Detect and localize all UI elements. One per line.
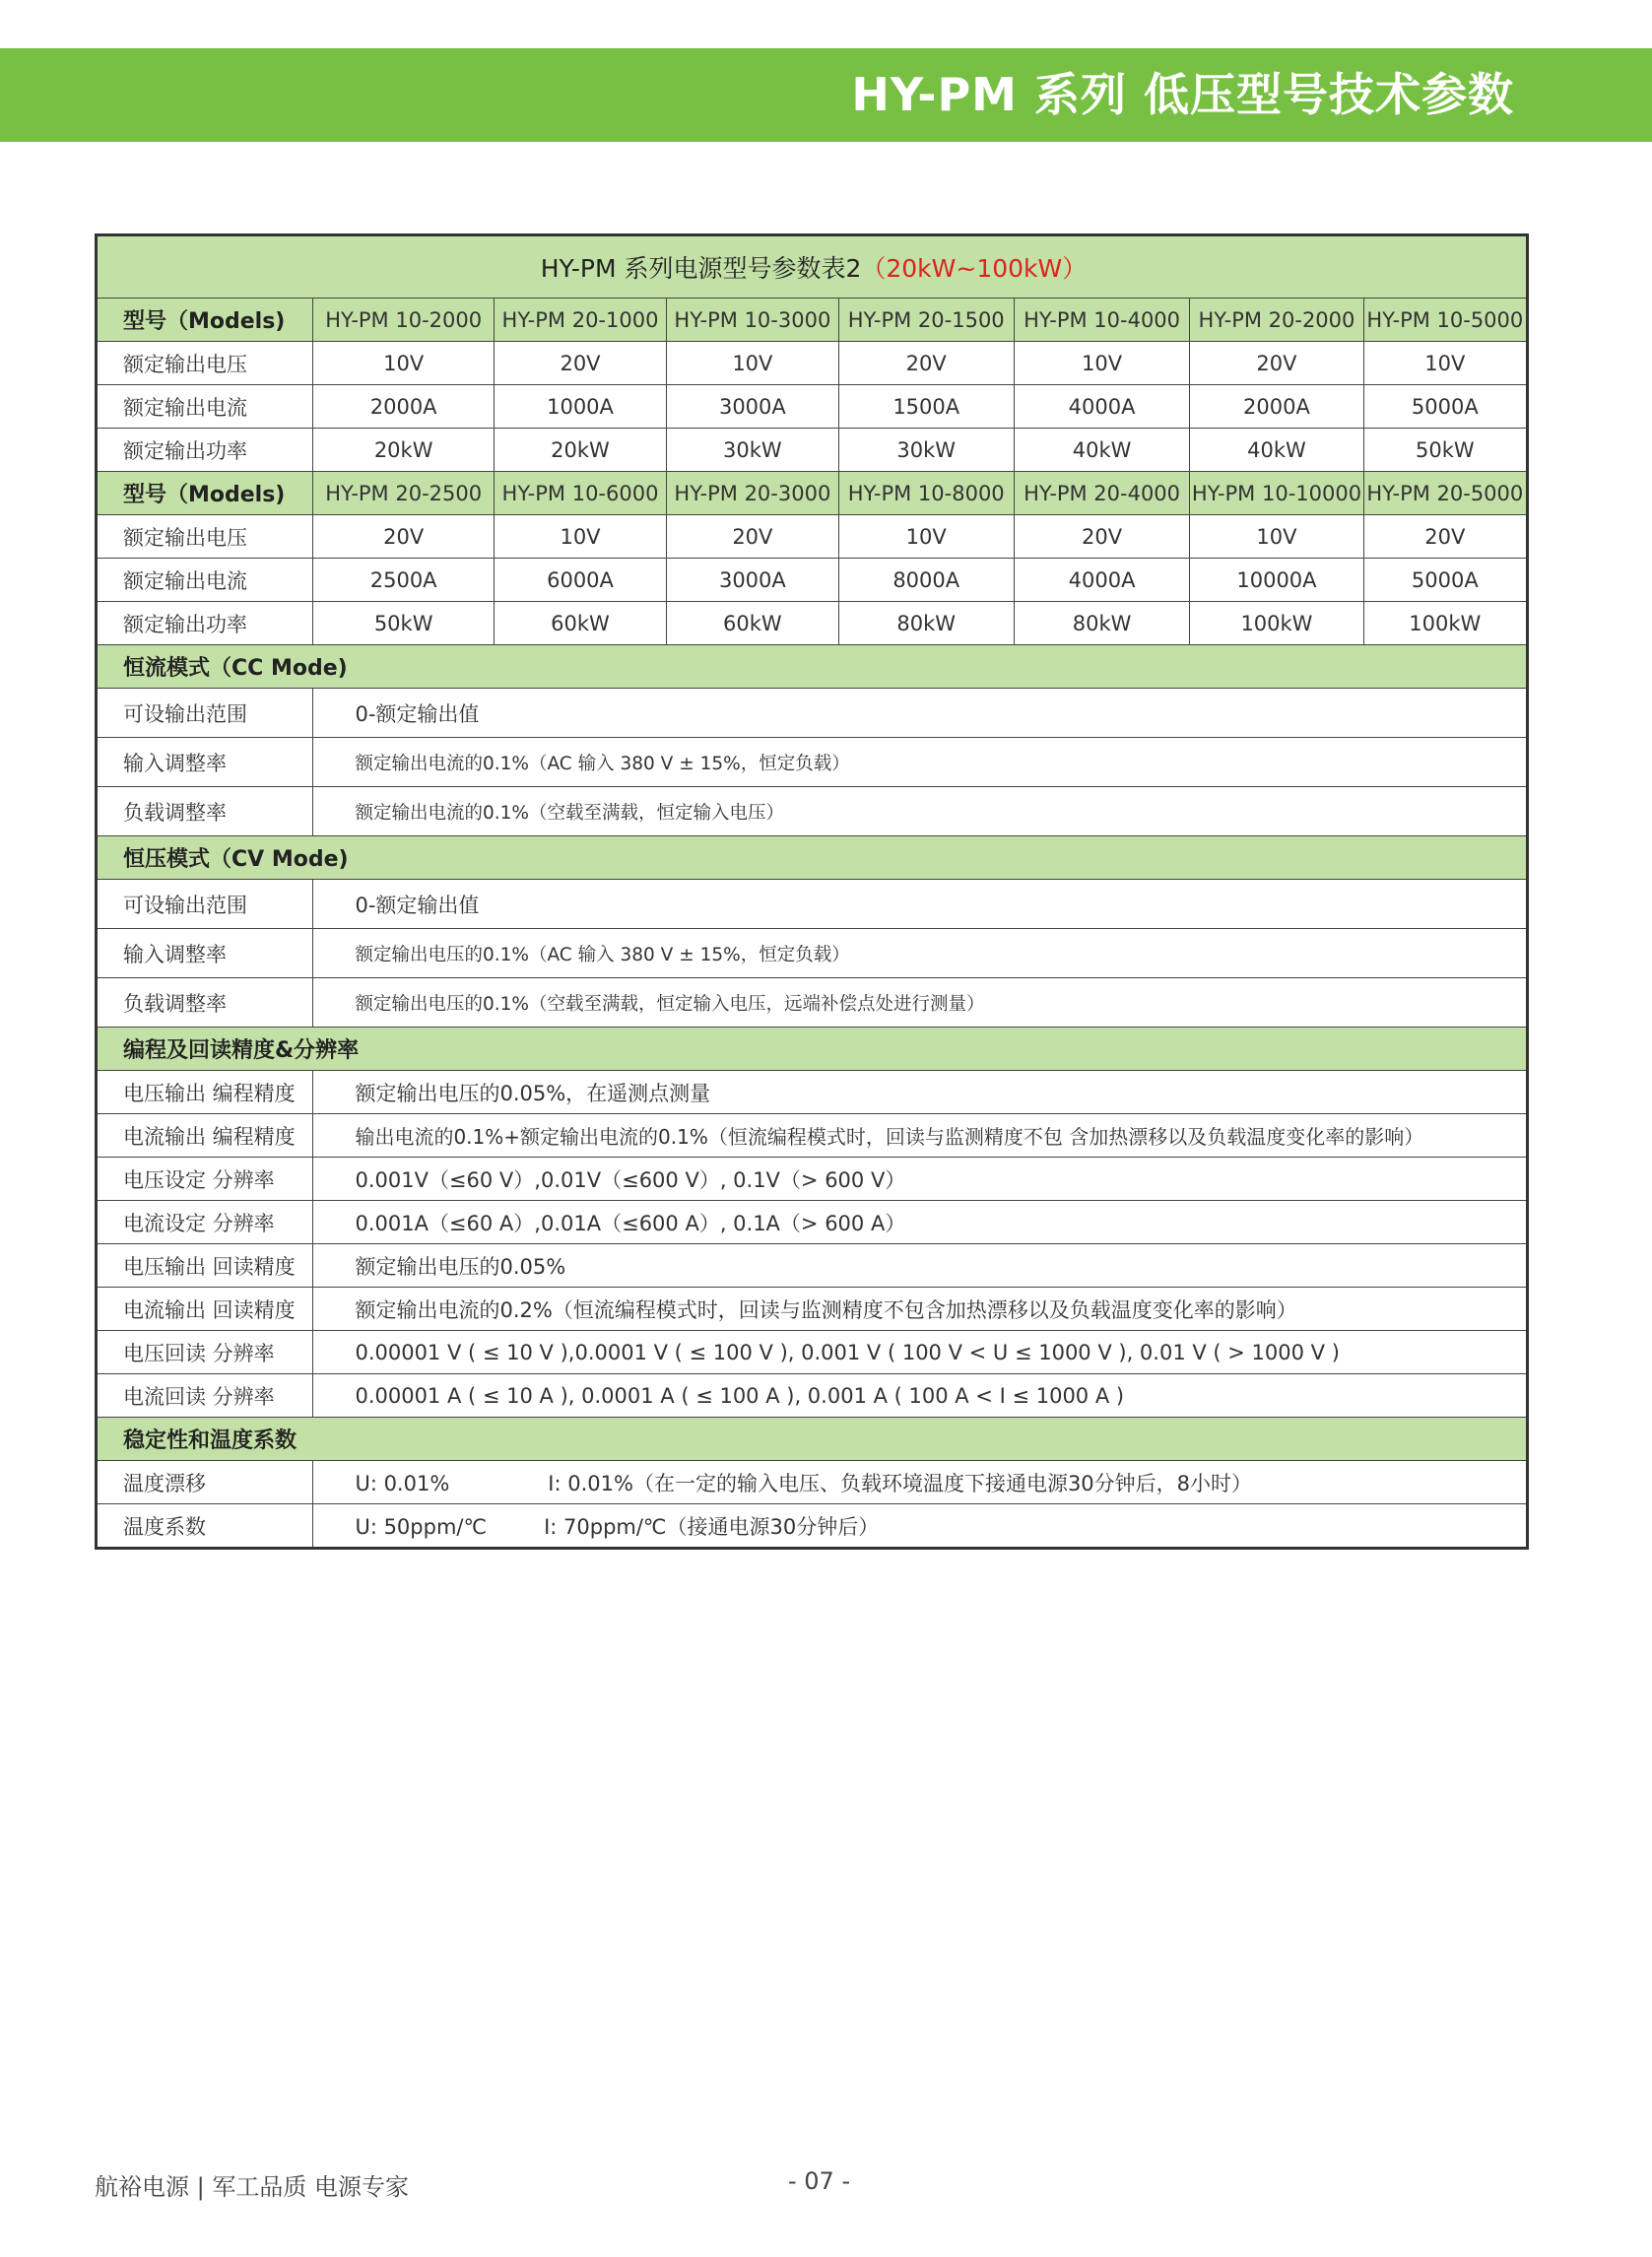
model-cell: HY-PM 20-5000 [1363, 472, 1527, 515]
model-cell: HY-PM 20-2000 [1190, 299, 1363, 342]
spec-value: 输出电流的0.1%+额定输出电流的0.1%（恒流编程模式时，回读与监测精度不包 含加热漂移以及负载温度变化率的影响） [313, 1114, 1528, 1158]
voltage-cell: 20V [838, 342, 1014, 385]
spec-value: 额定输出电流的0.1%（AC 输入 380 V ± 15%，恒定负载） [313, 738, 1528, 787]
current-cell: 2000A [313, 385, 494, 429]
spec-value: 0-额定输出值 [313, 689, 1528, 738]
power-cell: 80kW [1014, 602, 1189, 645]
power-cell: 40kW [1190, 429, 1363, 472]
power-cell: 20kW [494, 429, 666, 472]
voltage-row-1 [97, 342, 1528, 385]
voltage-cell: 10V [494, 515, 666, 559]
spec-value: 额定输出电压的0.1%（AC 输入 380 V ± 15%，恒定负载） [313, 929, 1528, 978]
current-row-2 [97, 559, 1528, 602]
spec-label: 输入调整率 [97, 929, 313, 978]
model-cell: HY-PM 20-4000 [1014, 472, 1189, 515]
section-title-prog: 编程及回读精度&分辨率 [97, 1028, 1528, 1071]
voltage-cell: 10V [1363, 342, 1527, 385]
spec-label: 输入调整率 [97, 738, 313, 787]
voltage-cell: 10V [1190, 515, 1363, 559]
stab-u-value: U: 0.01% [355, 1471, 450, 1495]
section-title-cc: 恒流模式（CC Mode) [97, 645, 1528, 689]
spec-label: 电压输出 回读精度 [97, 1244, 313, 1288]
voltage-row-2 [97, 515, 1528, 559]
spec-row [97, 978, 1528, 1028]
spec-value: 额定输出电压的0.1%（空载至满载，恒定输入电压，远端补偿点处进行测量） [313, 978, 1528, 1028]
spec-row [97, 689, 1528, 738]
spec-row [97, 1244, 1528, 1288]
power-row-1 [97, 429, 1528, 472]
spec-label: 电流输出 编程精度 [97, 1114, 313, 1158]
spec-table [95, 233, 1529, 1550]
voltage-cell: 20V [667, 515, 838, 559]
power-cell: 80kW [838, 602, 1014, 645]
spec-row [97, 787, 1528, 836]
caption-range: （20kW~100kW） [861, 254, 1088, 283]
stab-i-value: I: 70ppm/℃（接通电源30分钟后） [544, 1514, 880, 1539]
spec-label: 电流回读 分辨率 [97, 1374, 313, 1418]
spec-label: 负载调整率 [97, 787, 313, 836]
section-row-stab [97, 1418, 1528, 1461]
model-cell: HY-PM 20-2500 [313, 472, 494, 515]
row-label: 额定输出电压 [97, 342, 313, 385]
power-cell: 50kW [313, 602, 494, 645]
current-cell: 6000A [494, 559, 666, 602]
power-cell: 50kW [1363, 429, 1527, 472]
voltage-cell: 20V [494, 342, 666, 385]
model-cell: HY-PM 10-5000 [1363, 299, 1527, 342]
current-cell: 5000A [1363, 385, 1527, 429]
current-cell: 5000A [1363, 559, 1527, 602]
models-row-1 [97, 299, 1528, 342]
row-label: 额定输出电压 [97, 515, 313, 559]
power-cell: 40kW [1014, 429, 1189, 472]
spec-label: 电压设定 分辨率 [97, 1158, 313, 1201]
table-caption-row [97, 235, 1528, 299]
voltage-cell: 20V [1014, 515, 1189, 559]
models-label: 型号（Models) [97, 299, 313, 342]
model-cell: HY-PM 10-10000 [1190, 472, 1363, 515]
power-cell: 60kW [494, 602, 666, 645]
spec-label: 电流输出 回读精度 [97, 1288, 313, 1331]
spec-row [97, 1374, 1528, 1418]
spec-row [97, 1201, 1528, 1244]
current-cell: 4000A [1014, 559, 1189, 602]
power-cell: 30kW [667, 429, 838, 472]
power-cell: 30kW [838, 429, 1014, 472]
row-label: 额定输出功率 [97, 602, 313, 645]
power-cell: 100kW [1190, 602, 1363, 645]
current-row-1 [97, 385, 1528, 429]
models-row-2 [97, 472, 1528, 515]
models-label: 型号（Models) [97, 472, 313, 515]
section-title-stab: 稳定性和温度系数 [97, 1418, 1528, 1461]
power-cell: 60kW [667, 602, 838, 645]
current-cell: 3000A [667, 559, 838, 602]
section-row-cc [97, 645, 1528, 689]
spec-value [313, 1461, 1528, 1504]
section-title-cv: 恒压模式（CV Mode) [97, 836, 1528, 880]
model-cell: HY-PM 10-4000 [1014, 299, 1189, 342]
spec-label: 电压回读 分辨率 [97, 1331, 313, 1374]
spec-row [97, 1158, 1528, 1201]
current-cell: 2500A [313, 559, 494, 602]
power-cell: 20kW [313, 429, 494, 472]
table-caption [97, 235, 1528, 299]
voltage-cell: 20V [313, 515, 494, 559]
current-cell: 3000A [667, 385, 838, 429]
current-cell: 10000A [1190, 559, 1363, 602]
current-cell: 4000A [1014, 385, 1189, 429]
model-cell: HY-PM 20-1500 [838, 299, 1014, 342]
spec-value: 0.001V（≤60 V）,0.01V（≤600 V）, 0.1V（> 600 V） [313, 1158, 1528, 1201]
model-cell: HY-PM 10-3000 [667, 299, 838, 342]
voltage-cell: 10V [1014, 342, 1189, 385]
spec-row [97, 1114, 1528, 1158]
model-cell: HY-PM 10-6000 [494, 472, 666, 515]
voltage-cell: 20V [1363, 515, 1527, 559]
stab-i-value: I: 0.01%（在一定的输入电压、负载环境温度下接通电源30分钟后，8小时） [548, 1471, 1253, 1495]
page-number: - 07 - [788, 2167, 851, 2195]
voltage-cell: 20V [1190, 342, 1363, 385]
spec-value: 额定输出电流的0.1%（空载至满载，恒定输入电压） [313, 787, 1528, 836]
page-title: HY-PM 系列 低压型号技术参数 [851, 68, 1514, 121]
row-label: 额定输出功率 [97, 429, 313, 472]
row-label: 额定输出电流 [97, 559, 313, 602]
voltage-cell: 10V [667, 342, 838, 385]
spec-label: 可设输出范围 [97, 689, 313, 738]
current-cell: 1500A [838, 385, 1014, 429]
spec-label: 温度系数 [97, 1504, 313, 1549]
stab-u-value: U: 50ppm/℃ [355, 1514, 488, 1539]
model-cell: HY-PM 10-8000 [838, 472, 1014, 515]
spec-row [97, 1504, 1528, 1549]
section-row-cv [97, 836, 1528, 880]
current-cell: 2000A [1190, 385, 1363, 429]
current-cell: 8000A [838, 559, 1014, 602]
voltage-cell: 10V [838, 515, 1014, 559]
current-cell: 1000A [494, 385, 666, 429]
spec-label: 温度漂移 [97, 1461, 313, 1504]
spec-value: 额定输出电流的0.2%（恒流编程模式时，回读与监测精度不包含加热漂移以及负载温度变化率的影响） [313, 1288, 1528, 1331]
model-cell: HY-PM 20-3000 [667, 472, 838, 515]
spec-value: 额定输出电压的0.05%，在遥测点测量 [313, 1071, 1528, 1114]
header-band [0, 48, 1652, 142]
spec-row [97, 738, 1528, 787]
spec-row [97, 1331, 1528, 1374]
model-cell: HY-PM 20-1000 [494, 299, 666, 342]
spec-value: 0.00001 A ( ≤ 10 A ), 0.0001 A ( ≤ 100 A ), 0.001 A ( 100 A < I ≤ 1000 A ) [313, 1374, 1528, 1418]
spec-label: 可设输出范围 [97, 880, 313, 929]
spec-row [97, 929, 1528, 978]
footer-brand: 航裕电源 | 军工品质 电源专家 [95, 2173, 409, 2201]
spec-label: 负载调整率 [97, 978, 313, 1028]
spec-value [313, 1504, 1528, 1549]
spec-label: 电压输出 编程精度 [97, 1071, 313, 1114]
section-row-prog [97, 1028, 1528, 1071]
voltage-cell: 10V [313, 342, 494, 385]
spec-value: 0.00001 V ( ≤ 10 V ),0.0001 V ( ≤ 100 V ), 0.001 V ( 100 V < U ≤ 1000 V ), 0.01 V ( > 1000 V ) [313, 1331, 1528, 1374]
spec-value: 额定输出电压的0.05% [313, 1244, 1528, 1288]
power-row-2 [97, 602, 1528, 645]
spec-row [97, 1461, 1528, 1504]
spec-value: 0.001A（≤60 A）,0.01A（≤600 A）, 0.1A（> 600 A） [313, 1201, 1528, 1244]
model-cell: HY-PM 10-2000 [313, 299, 494, 342]
spec-value: 0-额定输出值 [313, 880, 1528, 929]
spec-row [97, 880, 1528, 929]
spec-label: 电流设定 分辨率 [97, 1201, 313, 1244]
power-cell: 100kW [1363, 602, 1527, 645]
spec-row [97, 1071, 1528, 1114]
spec-row [97, 1288, 1528, 1331]
row-label: 额定输出电流 [97, 385, 313, 429]
caption-main: HY-PM 系列电源型号参数表2 [540, 254, 862, 283]
